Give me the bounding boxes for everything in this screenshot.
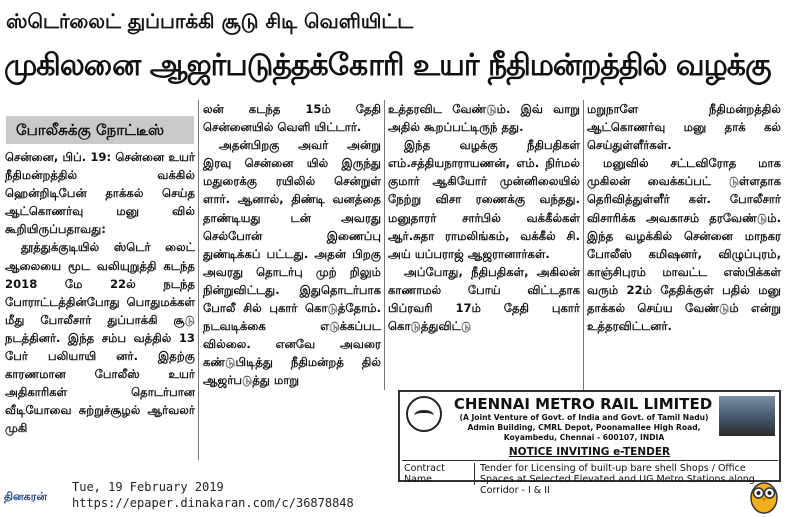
column-divider bbox=[583, 100, 584, 390]
paragraph: அதன்பிறகு அவர் அன்று இரவு சென்னை யில் இருந்து மதுரைக்கு ரயிலில் சென்றுள் ளார். ஆனால், திண்டி வனத்தை தாண்டியது டன் அவரது செல்போன் இணைப்பு துண்டிக்கப் பட்டது. அதன் பிறகு அவரது தொடர்பு முற் றிலும் நின்றுவிட்டது. இதுதொடர்பாக போலீ சில் புகார் கொடுத்தோம். நடவடிக்கை எடுக்கப்பட வில்லை. எனவே அவரை கண்டுபிடித்து நீதிமன்றத் தில் ஆஜர்படுத்து மாறு bbox=[203, 138, 381, 388]
tender-advertisement bbox=[398, 390, 781, 496]
ad-subtitle: (A Joint Venture of Govt. of India and Govt. of Tamil Nadu) bbox=[459, 413, 709, 422]
paragraph: மனுவில் சட்டவிரோத மாக முகிலன் வைக்கப்பட் டுள்ளதாக தெரிவித்துள்ளீர் கள். போலீசார் விசாரிக்க அவகாசம் தரவேண்டும். இந்த வழக்கில் சென்னை மாநகர போலீஸ் கமிஷனர், விழுப்புரம், காஞ்சிபுரம் மாவட்ட எஸ்பிக்கள் வரும் 22ம் தேதிக்குள் பதில் மனு தாக்கல் செய்ய வேண்டும் என்று உத்தரவிட்டனர். bbox=[587, 156, 781, 334]
paragraph: தூத்துக்குடியில் ஸ்டெர் லைட் ஆலையை மூட வலியுறுத்தி கடந்த 2018 மே 22ல் நடந்த போராட்டத்தின்போது பொதுமக்கள் மீது போலீசார் துப்பாக்கி சூடு நடத்தினர். இந்த சம்ப வத்தில் 13 பேர் பலியாயி னர். இதற்கு காரணமான போலீஸ் உயர் அதிகாரிகள் தொடர்பான வீடியோவை சுற்றுச்சூழல் ஆர்வலர் முகி bbox=[5, 240, 195, 436]
footer-url[interactable]: https://epaper.dinakaran.com/c/36878848 bbox=[72, 496, 354, 510]
ad-address: Admin Building, CMRL Depot, Poonamallee High Road, bbox=[467, 423, 701, 432]
kicker-headline: ஸ்டெர்லைட் துப்பாக்கி சூடு சிடி வெளியிட்ட bbox=[6, 9, 414, 33]
article-column-3 bbox=[388, 100, 580, 390]
article-column-1 bbox=[5, 148, 195, 458]
ad-title: CHENNAI METRO RAIL LIMITED bbox=[453, 395, 713, 413]
notice-tag: போலீசுக்கு நோட்டீஸ் bbox=[6, 116, 194, 144]
main-headline: முகிலனை ஆஜர்படுத்தக்கோரி உயர் நீதிமன்றத்தில் வழக்கு bbox=[4, 48, 771, 83]
column-divider bbox=[384, 100, 385, 390]
ad-table-value: Tender for Licensing of built-up bare shell Shops / Office Spaces at Selected Elevated and UG Metro Stations along Corridor - I & II bbox=[480, 463, 755, 496]
ad-notice-heading: NOTICE INVITING e-TENDER bbox=[508, 446, 671, 458]
owl-mascot-icon bbox=[748, 478, 780, 514]
paragraph: இந்த வழக்கு நீதிபதிகள் எம்.சத்தியநாராயணன், எம். நிர்மல் குமார் ஆகியோர் முன்னிலையில் நேற்று விசா ரணைக்கு வந்தது. மனுதாரர் சார்பில் வக்கீல்கள் ஆர்.சுதா ராமலிங்கம், வக்கீல் சி. அய் யப்பராஜ் ஆஜரானார்கள். bbox=[388, 138, 580, 261]
paragraph: சென்னை, பிப். 19: சென்னை உயர் நீதிமன்றத்தில் வக்கில் ஹென்றிடிபேன் தாக்கல் செய்த ஆட்கொணர்வு மனு வில் கூறியிருப்பதாவது: bbox=[5, 150, 195, 237]
paragraph: மறுநாளே நீதிமன்றத்தில் ஆட்கொணர்வு மனு தாக் கல் செய்துள்ளீர்கள். bbox=[587, 102, 781, 153]
ad-table bbox=[402, 460, 778, 496]
brand-logo: தினகரன் bbox=[4, 490, 48, 503]
article-column-4 bbox=[587, 100, 781, 370]
article-column-2 bbox=[203, 100, 381, 452]
column-divider bbox=[198, 100, 199, 460]
paragraph: உத்தரவிட வேண்டும். இவ் வாறு அதில் கூறப்பட்டிருந் தது. bbox=[388, 102, 580, 135]
paragraph: லன் கடந்த 15ம் தேதி சென்னையில் வெளி யிட்டார். bbox=[203, 102, 381, 135]
ad-table-key: Contract Name bbox=[404, 463, 475, 485]
footer-date: Tue, 19 February 2019 bbox=[72, 480, 224, 494]
metro-train-icon bbox=[719, 396, 775, 436]
paragraph: அப்போது, நீதிபதிகள், அகிலன் காணாமல் போய் விட்டதாக பிப்ரவரி 17ம் தேதி புகார் கொடுத்துவிட்டு bbox=[388, 264, 580, 334]
metro-logo-icon bbox=[406, 396, 442, 432]
ad-address: Koyambedu, Chennai - 600107, INDIA bbox=[503, 433, 665, 442]
